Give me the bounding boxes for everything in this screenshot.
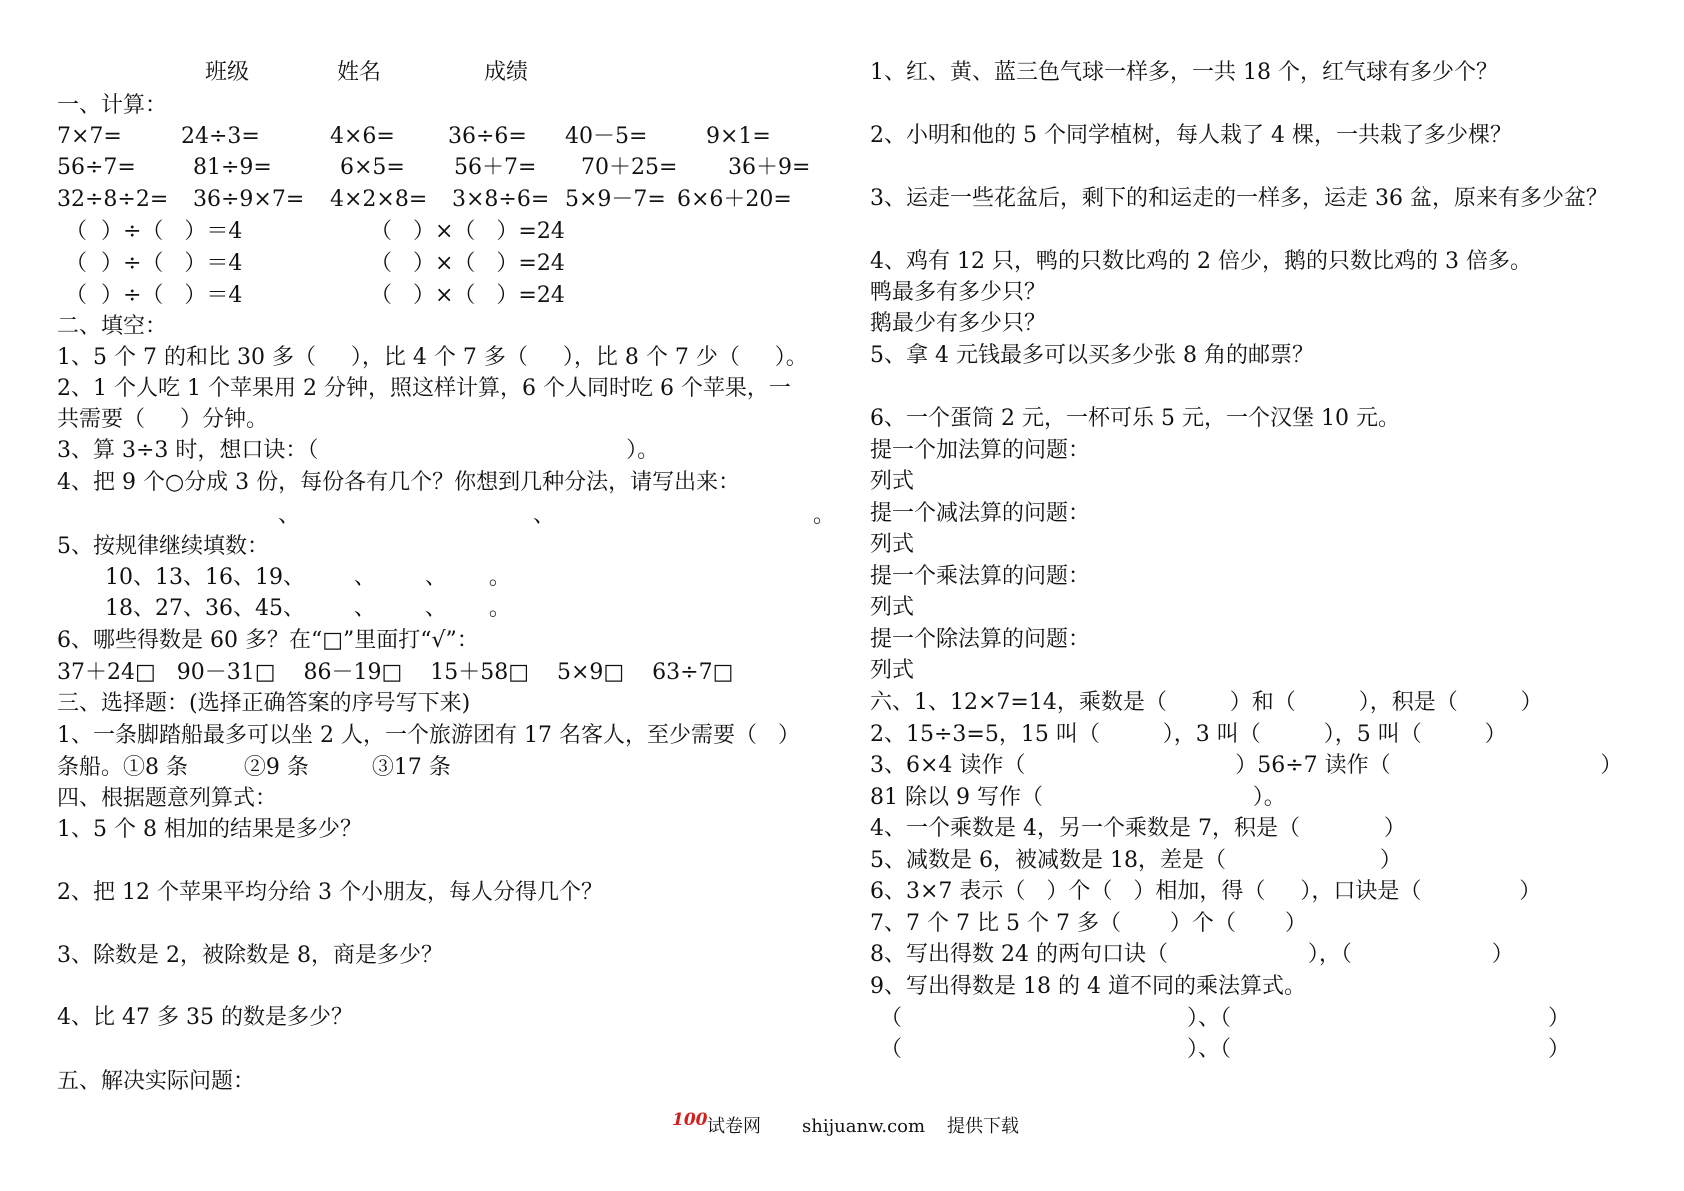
calc-cell: 56＋7= <box>454 155 537 180</box>
calc-cell: 36÷6= <box>448 124 527 149</box>
calc-cell: 24÷3= <box>181 124 260 149</box>
fill-item-4-separator: 、 <box>533 503 556 528</box>
choice-item-1: 1、一条脚踏船最多可以坐 2 人，一个旅游团有 17 名客人，至少需要（ ） <box>57 723 800 748</box>
multiplication-question-prompt: 提一个乘法算的问题： <box>870 564 1091 589</box>
subtraction-question-prompt: 提一个减法算的问题： <box>870 501 1091 526</box>
question-1: 1、5 个 8 相加的结果是多少？ <box>57 817 362 842</box>
section-6-item-7: 7、7 个 7 比 5 个 7 多（ ）个（ ） <box>870 911 1307 936</box>
calc-cell: 7×7= <box>57 124 122 149</box>
fill-item-6: 6、哪些得数是 60 多？在“□”里面打“√”： <box>57 628 479 653</box>
calc-cell: 5×9－7= <box>565 187 666 212</box>
site-url[interactable]: shijuanw.com <box>802 1116 926 1137</box>
formula-label: 列式 <box>870 469 915 494</box>
calc-cell: 9×1= <box>706 124 771 149</box>
formula-label: 列式 <box>870 595 915 620</box>
site-logo-number: 100 <box>672 1110 708 1130</box>
blank-close: ） <box>1548 1006 1571 1031</box>
section-1-title: 一、计算： <box>57 93 168 118</box>
section-3-title: 三、选择题：(选择正确答案的序号写下来) <box>57 691 471 716</box>
question-3: 3、除数是 2，被除数是 8，商是多少？ <box>57 943 443 968</box>
section-5-title: 五、解决实际问题： <box>57 1069 256 1094</box>
section-6-item-3-cont: 81 除以 9 写作（ ）。 <box>870 785 1286 810</box>
fill-item-4-separator: 、 <box>278 503 301 528</box>
section-6-item-8: 8、写出得数 24 的两句口诀（ ），（ ） <box>870 942 1514 967</box>
section-6-item-9: 9、写出得数是 18 的 4 道不同的乘法算式。 <box>870 974 1306 999</box>
class-label: 班级 <box>205 60 250 85</box>
section-6-item-6: 6、3×7 表示（ ）个（ ）相加，得（ ），口诀是（ ） <box>870 879 1542 904</box>
calc-cell: 81÷9= <box>193 155 272 180</box>
blank-separator: ）、（ <box>1187 1037 1232 1062</box>
calc-cell: 6×6＋20= <box>677 187 792 212</box>
blank-open: （ <box>880 1006 903 1031</box>
fill-item-4-end: 。 <box>813 503 836 528</box>
calc-cell: 4×6= <box>330 124 395 149</box>
division-blank: （ ）÷（ ）＝4 <box>65 251 243 276</box>
division-blank: （ ）÷（ ）＝4 <box>65 283 243 308</box>
section-6-item-2: 2、15÷3=5，15 叫（ ），3 叫（ ），5 叫（ ） <box>870 722 1507 747</box>
formula-label: 列式 <box>870 532 915 557</box>
calc-cell: 32÷8÷2= <box>57 187 169 212</box>
choice-item-1-options: 条船。①8 条 ②9 条 ③17 条 <box>57 755 451 780</box>
problem-3: 3、运走一些花盆后，剩下的和运走的一样多，运走 36 盆，原来有多少盆？ <box>870 186 1608 211</box>
division-question-prompt: 提一个除法算的问题： <box>870 627 1091 652</box>
question-4: 4、比 47 多 35 的数是多少？ <box>57 1005 353 1030</box>
sequence-row: 10、13、16、19、 、 、 。 <box>105 565 511 590</box>
section-2-title: 二、填空： <box>57 314 168 339</box>
calc-cell: 40－5= <box>565 124 648 149</box>
section-6-item-3: 3、6×4 读作（ ）56÷7 读作（ ） <box>870 753 1623 778</box>
section-6-item-5: 5、减数是 6，被减数是 18，差是（ ） <box>870 848 1402 873</box>
fill-item-4: 4、把 9 个○分成 3 份，每份各有几个？你想到几种分法，请写出来： <box>57 470 741 495</box>
calc-cell: 6×5= <box>340 155 405 180</box>
formula-label: 列式 <box>870 658 915 683</box>
check-items: 37＋24□ 90－31□ 86－19□ 15＋58□ 5×9□ 63÷7□ <box>57 660 734 685</box>
section-4-title: 四、根据题意列算式： <box>57 786 278 811</box>
problem-5: 5、拿 4 元钱最多可以买多少张 8 角的邮票？ <box>870 343 1314 368</box>
fill-item-2: 2、1 个人吃 1 个苹果用 2 分钟，照这样计算，6 个人同时吃 6 个苹果，一 <box>57 376 791 401</box>
calc-cell: 56÷7= <box>57 155 136 180</box>
blank-separator: ）、（ <box>1187 1006 1232 1031</box>
blank-close: ） <box>1548 1037 1571 1062</box>
division-blank: （ ）÷（ ）＝4 <box>65 219 243 244</box>
fill-item-2-cont: 共需要（ ）分钟。 <box>57 407 268 432</box>
problem-4-part-a: 鸭最多有多少只？ <box>870 280 1047 305</box>
problem-1: 1、红、黄、蓝三色气球一样多，一共 18 个，红气球有多少个？ <box>870 60 1498 85</box>
fill-item-3: 3、算 3÷3 时，想口诀：（ ）。 <box>57 438 660 463</box>
site-logo-name: 试卷网 <box>707 1116 761 1137</box>
blank-open: （ <box>880 1037 903 1062</box>
calc-cell: 3×8÷6= <box>452 187 550 212</box>
problem-2: 2、小明和他的 5 个同学植树，每人栽了 4 棵，一共栽了多少棵？ <box>870 123 1512 148</box>
calc-cell: 4×2×8= <box>330 187 428 212</box>
score-label: 成绩 <box>484 60 529 85</box>
fill-item-5: 5、按规律继续填数： <box>57 534 269 559</box>
download-label: 提供下载 <box>947 1116 1019 1137</box>
multiply-blank: （ ）×（ ）=24 <box>370 283 565 308</box>
calc-cell: 36÷9×7= <box>193 187 305 212</box>
calc-cell: 70＋25= <box>581 155 678 180</box>
multiply-blank: （ ）×（ ）=24 <box>370 219 565 244</box>
addition-question-prompt: 提一个加法算的问题： <box>870 438 1091 463</box>
problem-6: 6、一个蛋筒 2 元，一杯可乐 5 元，一个汉堡 10 元。 <box>870 406 1400 431</box>
fill-item-1: 1、5 个 7 的和比 30 多（ ），比 4 个 7 多（ ），比 8 个 7 少（ ）。 <box>57 345 808 370</box>
problem-4-part-b: 鹅最少有多少只？ <box>870 311 1047 336</box>
section-6-item-4: 4、一个乘数是 4，另一个乘数是 7，积是（ ） <box>870 816 1406 841</box>
problem-4: 4、鸡有 12 只，鸭的只数比鸡的 2 倍少，鹅的只数比鸡的 3 倍多。 <box>870 249 1532 274</box>
sequence-row: 18、27、36、45、 、 、 。 <box>105 596 511 621</box>
calc-cell: 36＋9= <box>728 155 811 180</box>
question-2: 2、把 12 个苹果平均分给 3 个小朋友，每人分得几个？ <box>57 880 603 905</box>
multiply-blank: （ ）×（ ）=24 <box>370 251 565 276</box>
name-label: 姓名 <box>337 60 382 85</box>
section-6-item-1: 六、1、12×7=14，乘数是（ ）和（ ），积是（ ） <box>870 690 1543 715</box>
